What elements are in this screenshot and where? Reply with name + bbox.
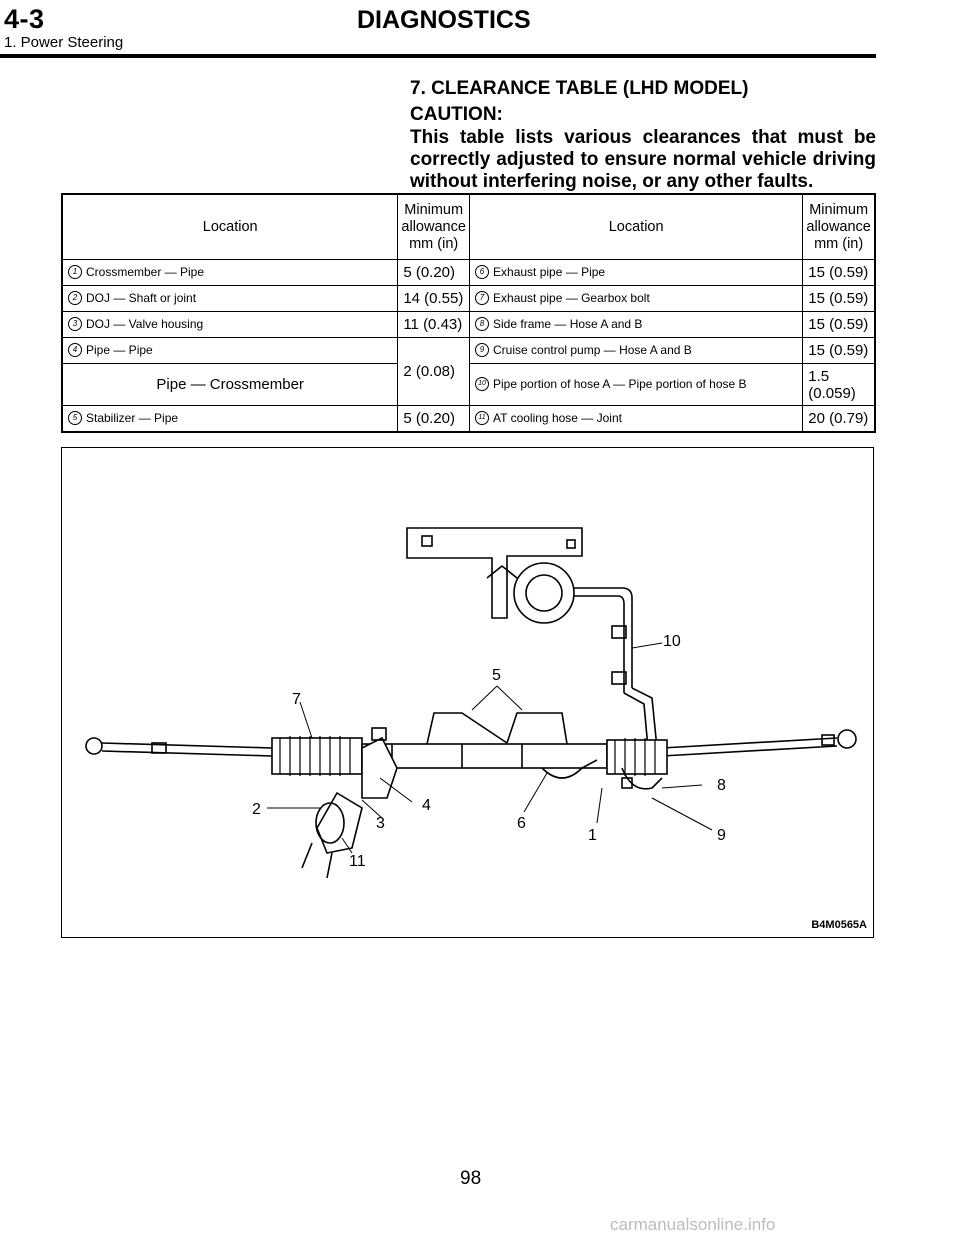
callout-11: 11 — [349, 853, 366, 870]
table-row — [62, 312, 875, 338]
value-cell: 20 (0.79) — [803, 406, 875, 432]
caution-text: This table lists various clearances that must be correctly adjusted to ensure normal vehicle driving without interfering noise, or any other faults. — [410, 127, 876, 192]
value-cell: 5 (0.20) — [398, 260, 470, 286]
location-cell: 7 Exhaust pipe — Gearbox bolt — [470, 286, 803, 312]
location-cell: 2 DOJ — Shaft or joint — [62, 286, 398, 312]
header-minimum-right: Minimum allowance mm (in) — [803, 194, 875, 260]
callout-number-icon: 8 — [475, 317, 489, 331]
watermark: carmanualsonline.info — [610, 1215, 776, 1234]
value-cell: 11 (0.43) — [398, 312, 470, 338]
page-number: 98 — [460, 1168, 482, 1189]
value-cell: 1.5 (0.059) — [803, 364, 875, 406]
value-cell: 15 (0.59) — [803, 338, 875, 364]
header-location-left: Location — [62, 194, 398, 260]
callout-2: 2 — [252, 801, 261, 818]
header-location-right: Location — [470, 194, 803, 260]
callout-5: 5 — [492, 667, 501, 684]
callout-number-icon: 2 — [68, 291, 82, 305]
callout-4: 4 — [422, 797, 431, 814]
header-minimum-left: Minimum allowance mm (in) — [398, 194, 470, 260]
location-cell: 8 Side frame — Hose A and B — [470, 312, 803, 338]
steering-rack-drawing — [62, 448, 873, 937]
callout-number-icon: 5 — [68, 411, 82, 425]
location-cell: 9 Cruise control pump — Hose A and B — [470, 338, 803, 364]
location-cell: 3 DOJ — Valve housing — [62, 312, 398, 338]
location-cell: 4 Pipe — Pipe — [62, 338, 398, 364]
callout-number-icon: 1 — [68, 265, 82, 279]
value-cell: 2 (0.08) — [398, 338, 470, 406]
value-cell: 14 (0.55) — [398, 286, 470, 312]
callout-number-icon: 6 — [475, 265, 489, 279]
callout-8: 8 — [717, 777, 726, 794]
callout-3: 3 — [376, 815, 385, 832]
clearance-table — [61, 193, 876, 433]
section-code: 4-3 — [4, 4, 45, 34]
callout-number-icon: 7 — [475, 291, 489, 305]
steering-gearbox-illustration — [61, 447, 874, 938]
table-row — [62, 338, 875, 364]
callout-number-icon: 3 — [68, 317, 82, 331]
page-title: DIAGNOSTICS — [357, 6, 531, 34]
callout-number-icon: 9 — [475, 343, 489, 357]
value-cell: 15 (0.59) — [803, 286, 875, 312]
callout-number-icon: 11 — [475, 411, 489, 425]
value-cell: 5 (0.20) — [398, 406, 470, 432]
location-cell: Pipe — Crossmember — [62, 364, 398, 406]
header-rule — [0, 54, 876, 58]
section-title: 7. CLEARANCE TABLE (LHD MODEL) — [410, 78, 749, 99]
location-cell: 6 Exhaust pipe — Pipe — [470, 260, 803, 286]
callout-number-icon: 4 — [68, 343, 82, 357]
table-row — [62, 406, 875, 432]
caution-label: CAUTION: — [410, 104, 503, 125]
location-cell: 1 Crossmember — Pipe — [62, 260, 398, 286]
value-cell: 15 (0.59) — [803, 312, 875, 338]
table-row — [62, 286, 875, 312]
callout-number-icon: 10 — [475, 377, 489, 391]
section-subtitle: 1. Power Steering — [4, 34, 124, 51]
figure-code: B4M0565A — [811, 919, 867, 931]
callout-9: 9 — [717, 827, 726, 844]
location-cell: 5 Stabilizer — Pipe — [62, 406, 398, 432]
value-cell: 15 (0.59) — [803, 260, 875, 286]
table-row — [62, 260, 875, 286]
callout-1: 1 — [588, 827, 597, 844]
callout-6: 6 — [517, 815, 526, 832]
location-cell: 10 Pipe portion of hose A — Pipe portion of hose B — [470, 364, 803, 406]
location-cell: 11 AT cooling hose — Joint — [470, 406, 803, 432]
callout-7: 7 — [292, 691, 301, 708]
table-header-row — [62, 194, 875, 260]
callout-10: 10 — [663, 633, 681, 650]
